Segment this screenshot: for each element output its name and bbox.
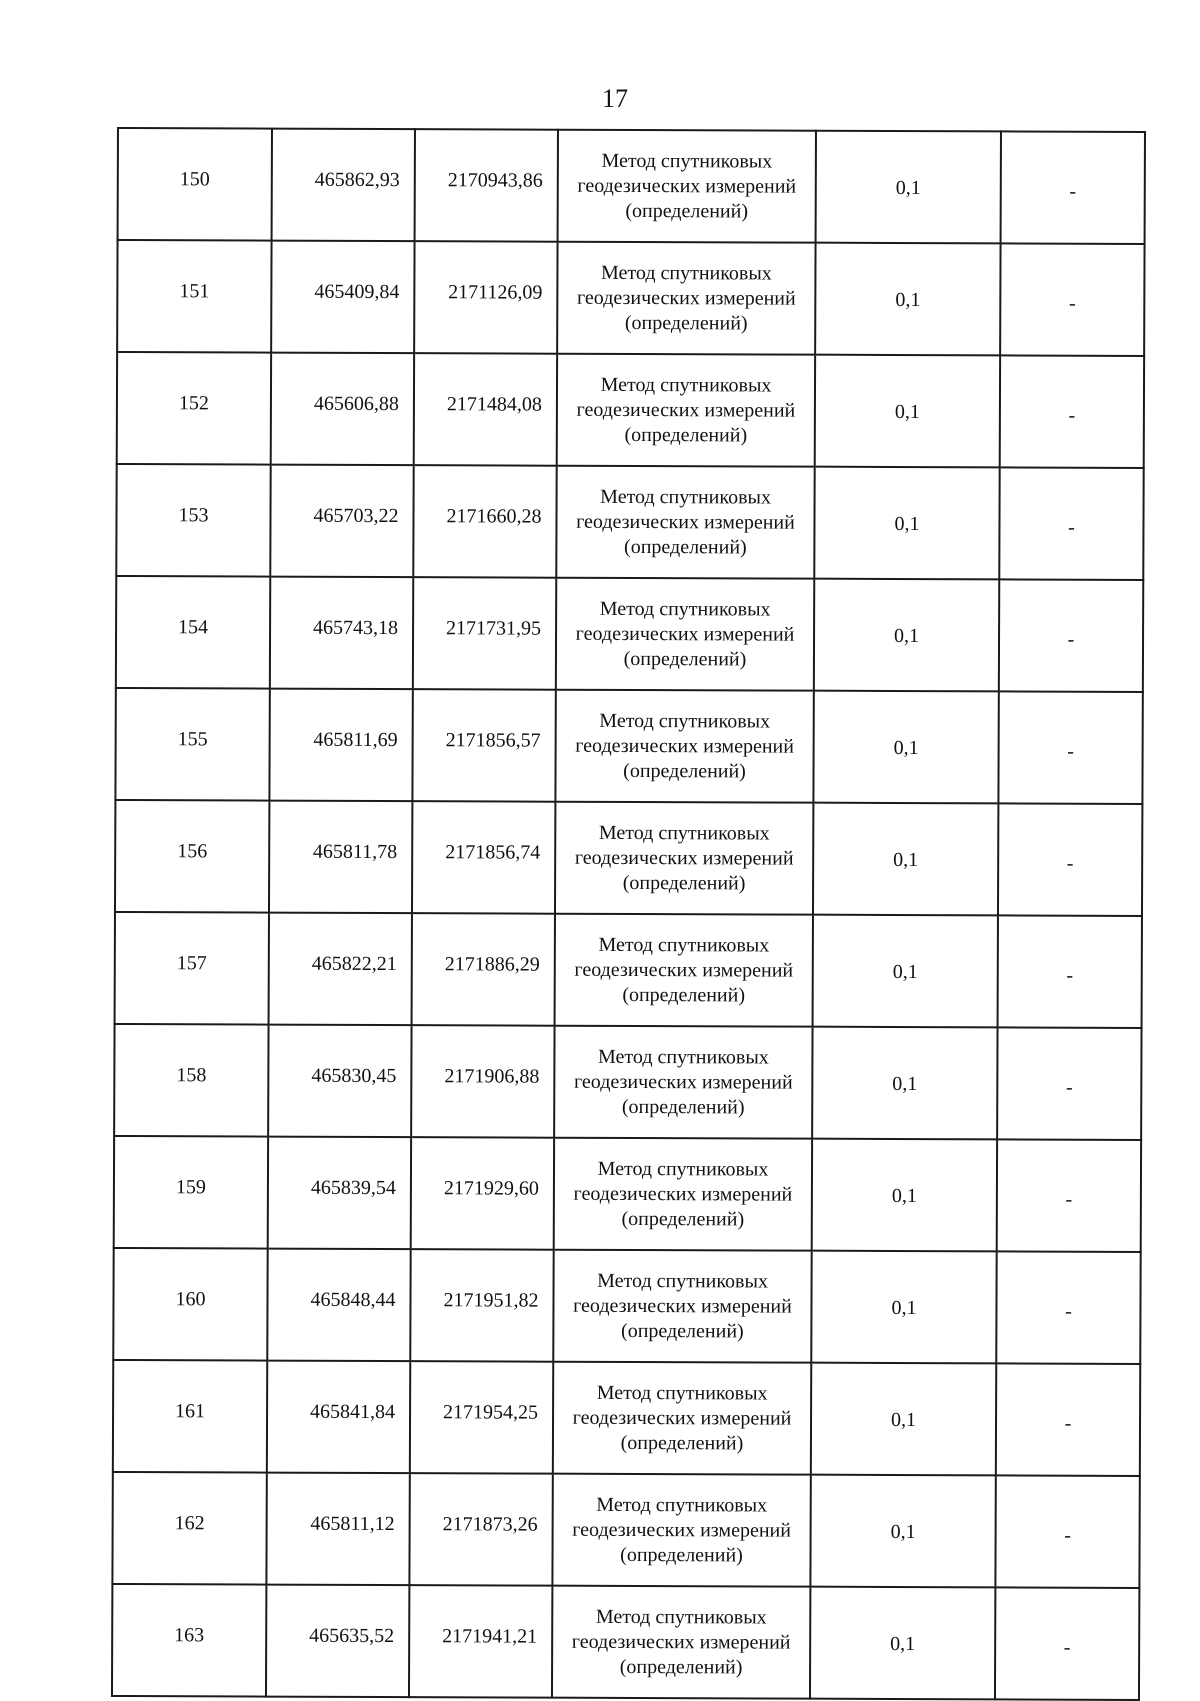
y-coordinate-cell: 2171954,25 <box>410 1361 553 1474</box>
method-line: (определений) <box>624 535 747 558</box>
x-coordinate-cell: 465822,21 <box>269 913 412 1026</box>
method-cell <box>553 1362 811 1475</box>
method-cell <box>556 578 814 691</box>
method-line: геодезических измерений <box>576 510 795 534</box>
method-line: Метод спутниковых <box>601 261 772 285</box>
table-row <box>116 464 1143 580</box>
table-row <box>112 1584 1139 1700</box>
method-cell <box>554 1138 812 1251</box>
method-line: Метод спутниковых <box>597 1157 769 1181</box>
x-coordinate-cell: 465811,69 <box>269 689 412 802</box>
method-line: геодезических измерений <box>572 1406 792 1430</box>
x-coordinate-cell: 465703,22 <box>270 465 413 578</box>
accuracy-cell: 0,1 <box>814 467 999 580</box>
note-cell: - <box>998 691 1142 804</box>
x-coordinate-cell: 465841,84 <box>267 1361 410 1474</box>
table-row <box>114 1024 1141 1140</box>
method-line: геодезических измерений <box>576 286 796 310</box>
coordinates-table <box>111 127 1146 1701</box>
method-line: Метод спутниковых <box>598 933 770 957</box>
point-number-cell: 163 <box>112 1584 266 1697</box>
method-line: (определений) <box>620 1431 744 1454</box>
y-coordinate-cell: 2171856,74 <box>412 801 555 914</box>
x-coordinate-cell: 465830,45 <box>268 1025 411 1138</box>
accuracy-cell: 0,1 <box>812 1139 997 1252</box>
method-cell <box>554 1026 812 1139</box>
accuracy-cell: 0,1 <box>810 1587 995 1700</box>
method-line: геодезических измерений <box>573 1182 793 1206</box>
method-line: геодезических измерений <box>572 1518 792 1542</box>
method-cell <box>553 1250 811 1363</box>
table-row <box>115 688 1142 804</box>
method-line: Метод спутниковых <box>595 1605 767 1629</box>
method-line: геодезических измерений <box>576 398 796 422</box>
method-line: (определений) <box>625 199 749 222</box>
accuracy-cell: 0,1 <box>811 1251 996 1364</box>
method-line: (определений) <box>621 1095 745 1118</box>
point-number-cell: 162 <box>112 1472 266 1585</box>
note-cell: - <box>999 579 1143 692</box>
method-line: геодезических измерений <box>571 1630 791 1654</box>
note-cell: - <box>997 1027 1141 1140</box>
note-cell: - <box>1000 355 1144 468</box>
note-cell: - <box>995 1475 1139 1588</box>
point-number-cell: 151 <box>117 240 271 353</box>
table-row <box>117 240 1144 356</box>
method-cell <box>556 466 814 579</box>
accuracy-cell: 0,1 <box>814 579 999 692</box>
method-line: Метод спутниковых <box>598 1045 769 1069</box>
method-line: (определений) <box>624 311 748 334</box>
x-coordinate-cell: 465811,12 <box>266 1473 409 1586</box>
method-cell <box>557 354 815 467</box>
accuracy-cell: 0,1 <box>813 803 998 916</box>
point-number-cell: 156 <box>115 800 269 913</box>
note-cell: - <box>997 1139 1141 1252</box>
table-body <box>112 128 1145 1700</box>
accuracy-cell: 0,1 <box>815 243 1000 356</box>
x-coordinate-cell: 465848,44 <box>267 1249 410 1362</box>
y-coordinate-cell: 2171856,57 <box>412 689 555 802</box>
method-line: геодезических измерений <box>573 1070 793 1094</box>
method-line: (определений) <box>621 1207 745 1230</box>
table-row <box>113 1248 1140 1364</box>
y-coordinate-cell: 2171126,09 <box>414 241 557 354</box>
table-row <box>117 352 1144 468</box>
method-cell <box>555 802 813 915</box>
method-cell <box>552 1474 810 1587</box>
y-coordinate-cell: 2171951,82 <box>410 1249 553 1362</box>
method-line: (определений) <box>620 1543 743 1566</box>
y-coordinate-cell: 2171484,08 <box>414 353 557 466</box>
table-row <box>115 912 1142 1028</box>
point-number-cell: 153 <box>116 464 270 577</box>
method-line: (определений) <box>624 423 748 446</box>
y-coordinate-cell: 2171906,88 <box>411 1025 554 1138</box>
point-number-cell: 150 <box>118 128 272 241</box>
x-coordinate-cell: 465862,93 <box>272 129 415 242</box>
note-cell: - <box>1001 131 1145 244</box>
y-coordinate-cell: 2171873,26 <box>409 1473 552 1586</box>
point-number-cell: 154 <box>116 576 270 689</box>
table-row <box>115 800 1142 916</box>
accuracy-cell: 0,1 <box>813 691 998 804</box>
x-coordinate-cell: 465635,52 <box>266 1585 409 1698</box>
x-coordinate-cell: 465606,88 <box>271 353 414 466</box>
method-line: (определений) <box>623 759 746 782</box>
method-line: (определений) <box>622 983 746 1006</box>
method-line: (определений) <box>623 647 747 670</box>
y-coordinate-cell: 2171941,21 <box>409 1585 552 1698</box>
method-line: (определений) <box>621 1319 744 1342</box>
point-number-cell: 160 <box>113 1248 267 1361</box>
x-coordinate-cell: 465743,18 <box>270 577 413 690</box>
note-cell: - <box>996 1251 1140 1364</box>
method-line: (определений) <box>622 871 746 894</box>
method-cell <box>552 1586 810 1699</box>
y-coordinate-cell: 2170943,86 <box>415 129 558 242</box>
method-cell <box>558 130 816 243</box>
accuracy-cell: 0,1 <box>815 355 1000 468</box>
method-line: Метод спутниковых <box>596 1493 768 1517</box>
table-row <box>114 1136 1141 1252</box>
note-cell: - <box>998 803 1142 916</box>
point-number-cell: 155 <box>115 688 269 801</box>
note-cell: - <box>999 467 1143 580</box>
method-line: Метод спутниковых <box>601 149 773 173</box>
method-cell <box>555 690 813 803</box>
point-number-cell: 161 <box>113 1360 267 1473</box>
page-number: 17 <box>602 84 628 113</box>
method-line: Метод спутниковых <box>596 1381 768 1405</box>
table-row <box>116 576 1143 692</box>
method-line: геодезических измерений <box>574 846 794 870</box>
y-coordinate-cell: 2171886,29 <box>412 913 555 1026</box>
method-line: Метод спутниковых <box>600 485 772 509</box>
method-line: Метод спутниковых <box>599 709 771 733</box>
method-line: Метод спутниковых <box>597 1269 769 1293</box>
x-coordinate-cell: 465811,78 <box>269 801 412 914</box>
method-line: (определений) <box>619 1655 743 1678</box>
point-number-cell: 159 <box>114 1136 268 1249</box>
method-line: геодезических измерений <box>577 174 797 198</box>
method-line: Метод спутниковых <box>600 373 772 397</box>
point-number-cell: 158 <box>114 1024 268 1137</box>
method-cell <box>555 914 813 1027</box>
note-cell: - <box>998 915 1142 1028</box>
method-line: геодезических измерений <box>574 958 794 982</box>
accuracy-cell: 0,1 <box>812 1027 997 1140</box>
table-row <box>118 128 1145 244</box>
accuracy-cell: 0,1 <box>813 915 998 1028</box>
method-line: Метод спутниковых <box>598 821 770 845</box>
accuracy-cell: 0,1 <box>810 1475 995 1588</box>
method-line: геодезических измерений <box>573 1294 792 1318</box>
point-number-cell: 152 <box>117 352 271 465</box>
accuracy-cell: 0,1 <box>816 131 1001 244</box>
method-line: Метод спутниковых <box>599 597 771 621</box>
y-coordinate-cell: 2171660,28 <box>413 465 556 578</box>
method-line: геодезических измерений <box>575 734 795 758</box>
accuracy-cell: 0,1 <box>811 1363 996 1476</box>
table-row <box>113 1360 1140 1476</box>
table-row <box>112 1472 1139 1588</box>
method-cell <box>557 242 815 355</box>
x-coordinate-cell: 465409,84 <box>271 241 414 354</box>
method-line: геодезических измерений <box>575 622 795 646</box>
note-cell: - <box>1000 243 1144 356</box>
note-cell: - <box>995 1587 1139 1700</box>
note-cell: - <box>996 1363 1140 1476</box>
point-number-cell: 157 <box>115 912 269 1025</box>
y-coordinate-cell: 2171929,60 <box>411 1137 554 1250</box>
x-coordinate-cell: 465839,54 <box>268 1137 411 1250</box>
y-coordinate-cell: 2171731,95 <box>413 577 556 690</box>
